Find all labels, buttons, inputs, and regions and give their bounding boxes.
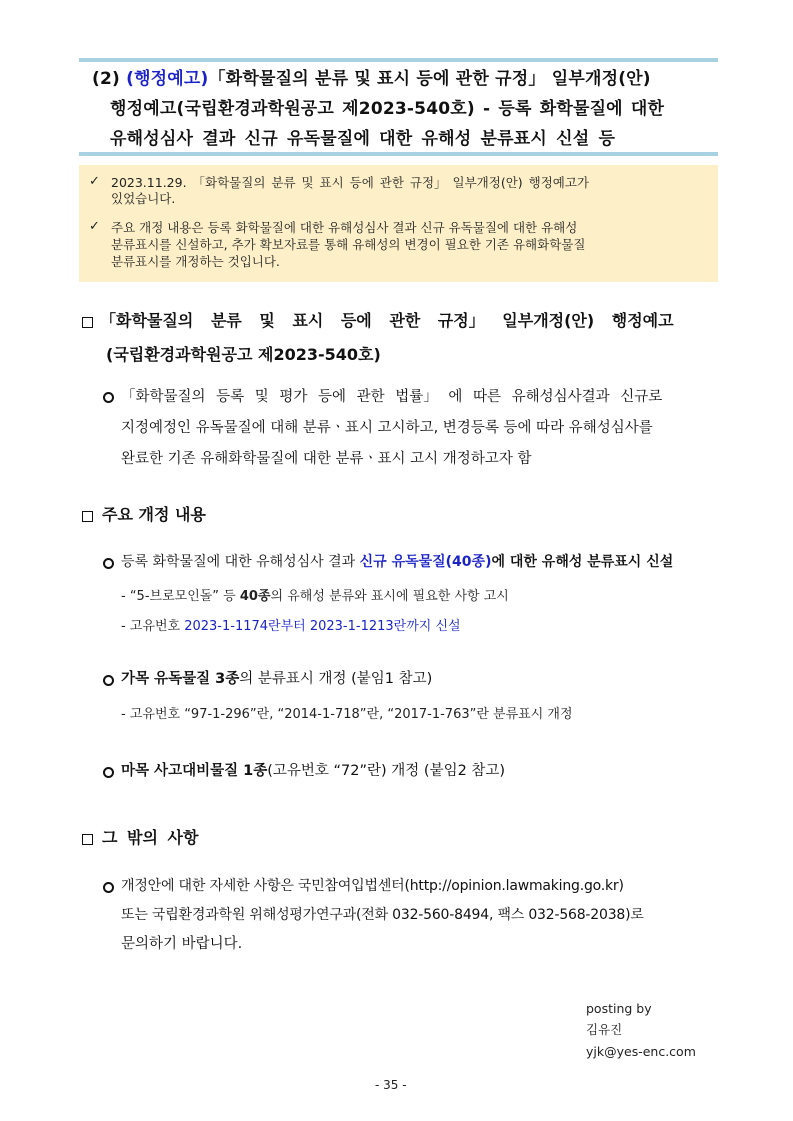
bullet-1-text: 등록 화학물질에 대한 유해성심사 결과 bbox=[121, 554, 360, 570]
title-tag: (행정예고) bbox=[126, 69, 209, 89]
bullet-1-emphasis: 에 대한 유해성 분류표시 신설 bbox=[491, 554, 674, 570]
sub-1-text-end: 의 유해성 분류와 표시에 필요한 사항 고시 bbox=[270, 589, 509, 604]
summary-item-2-line-1: 주요 개정 내용은 등록 화학물질에 대한 유해성심사 결과 신규 유독물질에 대한 유해성 bbox=[111, 220, 578, 235]
title-top-rule bbox=[79, 58, 718, 62]
section-2-heading: 주요 개정 내용 bbox=[102, 505, 206, 524]
section-2-bullet-1 bbox=[121, 553, 673, 571]
section-1-bullet-line-3: 완료한 기존 유해화학물질에 대한 분류ㆍ표시 고시 개정하고자 함 bbox=[121, 451, 532, 467]
bullet-circle-icon bbox=[103, 882, 114, 893]
section-3-heading: 그 밖의 사항 bbox=[102, 828, 199, 847]
title-number: (2) bbox=[92, 69, 120, 89]
sub-1-bold: 40종 bbox=[239, 589, 271, 604]
title-text: 「화학물질의 분류 및 표시 등에 관한 규정」 일부개정(안) bbox=[208, 69, 651, 89]
sub-2-highlight: 2023-1-1174란부터 2023-1-1213란까지 신설 bbox=[184, 619, 461, 634]
section-1-heading-line-1: 「화학물질의 분류 및 표시 등에 관한 규정」 일부개정(안) 행정예고 bbox=[100, 311, 674, 330]
page-number: - 35 - bbox=[375, 1078, 407, 1092]
section-2-bullet-1-sub-1 bbox=[121, 589, 509, 605]
section-2-bullet-2-sub-1: - 고유번호 “97-1-296”란, “2014-1-718”란, “2017-1-763”란 분류표시 개정 bbox=[121, 707, 573, 722]
bullet-2-bold: 가목 유독물질 3종 bbox=[121, 671, 240, 687]
section-checkbox-icon bbox=[82, 834, 93, 845]
sub-1-text: - “5-브로모인돌” 등 bbox=[121, 589, 240, 604]
section-3-bullet-line-1: 개정안에 대한 자세한 사항은 국민참여입법센터(http://opinion.lawmaking.go.kr) bbox=[121, 878, 624, 894]
check-icon: ✓ bbox=[89, 219, 100, 234]
bullet-circle-icon bbox=[103, 558, 114, 569]
sub-2-text: - 고유번호 bbox=[121, 619, 185, 634]
summary-item-1-line-1: 2023.11.29. 「화학물질의 분류 및 표시 등에 관한 규정」 일부개정(안) 행정예고가 bbox=[111, 175, 590, 190]
section-2-bullet-2 bbox=[121, 670, 432, 688]
section-checkbox-icon bbox=[82, 317, 93, 328]
title-bottom-rule bbox=[79, 152, 718, 156]
bullet-3-text: (고유번호 “72”란) 개정 (붙임2 참고) bbox=[267, 763, 506, 779]
summary-item-2-line-2: 분류표시를 신설하고, 추가 확보자료를 통해 유해성의 변경이 필요한 기존 유해화학물질 bbox=[111, 237, 586, 252]
bullet-circle-icon bbox=[103, 767, 114, 778]
page-title-line-2: 행정예고(국립환경과학원공고 제2023-540호) - 등록 화학물질에 대한 bbox=[110, 99, 665, 119]
section-1-heading-line-2: (국립환경과학원공고 제2023-540호) bbox=[106, 345, 381, 364]
section-1-bullet-line-1: 「화학물질의 등록 및 평가 등에 관한 법률」 에 따른 유해성심사결과 신규로 bbox=[121, 389, 663, 405]
section-checkbox-icon bbox=[82, 511, 93, 522]
page-title-line-3: 유해성심사 결과 신규 유독물질에 대한 유해성 분류표시 신설 등 bbox=[110, 129, 616, 149]
section-3-bullet-line-3: 문의하기 바랍니다. bbox=[121, 936, 243, 952]
bullet-1-highlight: 신규 유독물질(40종) bbox=[359, 554, 492, 570]
summary-item-2-line-3: 분류표시를 개정하는 것입니다. bbox=[111, 254, 280, 269]
bullet-2-text: 의 분류표시 개정 (붙임1 참고) bbox=[239, 671, 433, 687]
section-2-bullet-1-sub-2 bbox=[121, 619, 461, 635]
section-3-bullet-line-2: 또는 국립환경과학원 위해성평가연구과(전화 032-560-8494, 팩스 032-568-2038)로 bbox=[121, 907, 644, 923]
page-title-line-1 bbox=[92, 68, 651, 90]
section-2-bullet-3 bbox=[121, 762, 505, 780]
summary-item-1-line-2: 있었습니다. bbox=[111, 191, 176, 206]
summary-box bbox=[79, 165, 718, 282]
bullet-circle-icon bbox=[103, 675, 114, 686]
bullet-circle-icon bbox=[103, 392, 114, 403]
signature-name: 김유진 bbox=[586, 1022, 623, 1037]
signature-email: yjk@yes-enc.com bbox=[586, 1044, 696, 1059]
check-icon: ✓ bbox=[89, 174, 100, 189]
bullet-3-bold: 마목 사고대비물질 1종 bbox=[121, 763, 268, 779]
section-1-bullet-line-2: 지정예정인 유독물질에 대해 분류ㆍ표시 고시하고, 변경등록 등에 따라 유해성심사를 bbox=[121, 420, 653, 436]
signature-posting: posting by bbox=[586, 1001, 652, 1016]
